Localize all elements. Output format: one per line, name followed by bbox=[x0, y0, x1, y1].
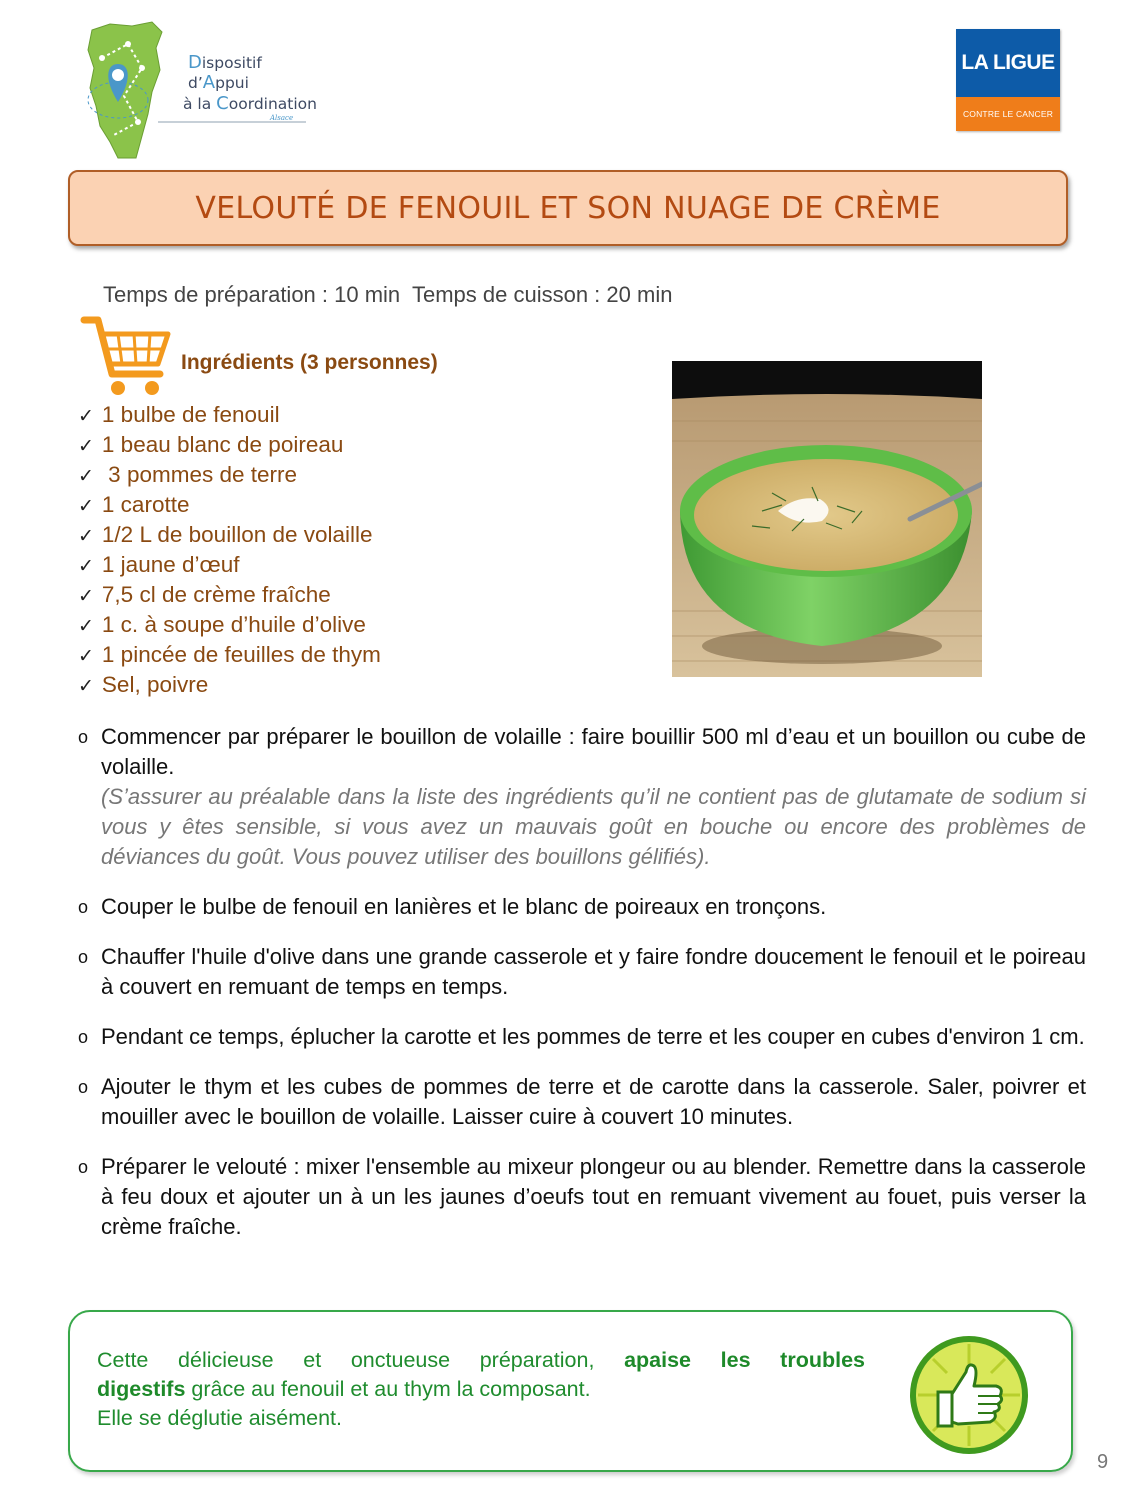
step-text: Couper le bulbe de fenouil en lanières et le blanc de poireaux en tronçons. bbox=[101, 894, 827, 919]
step-bullet: o bbox=[78, 727, 89, 747]
tip-line: Cette délicieuse et onctueuse préparation, apaise les troubles bbox=[97, 1348, 865, 1372]
step-item bbox=[78, 892, 1086, 922]
ingredient-item: ✓ 3 pommes de terre bbox=[78, 462, 298, 487]
check-icon: ✓ bbox=[78, 406, 94, 427]
ingredient-item: ✓ 1 jaune d’œuf bbox=[78, 552, 240, 577]
recipe-title: VELOUTÉ DE FENOUIL ET SON NUAGE DE CRÈME bbox=[195, 190, 941, 226]
dac-logo-region: Alsace bbox=[270, 114, 294, 122]
dac-logo-line1: Dispositif bbox=[188, 52, 262, 73]
ingredient-item: ✓ 1 beau blanc de poireau bbox=[78, 432, 344, 457]
step-bullet: o bbox=[78, 1027, 89, 1047]
step-text: Pendant ce temps, éplucher la carotte et les pommes de terre et les couper en cubes d'environ 1 cm. bbox=[101, 1024, 1085, 1049]
ingredient-item: ✓ 1 carotte bbox=[78, 492, 190, 517]
check-icon: ✓ bbox=[78, 586, 94, 607]
step-item bbox=[78, 942, 1086, 1002]
tip-line: Elle se déglutie aisément. bbox=[97, 1406, 343, 1430]
tip-text bbox=[97, 1346, 865, 1433]
step-bullet: o bbox=[78, 947, 89, 967]
soup-photo bbox=[672, 361, 982, 677]
ingredients-list bbox=[78, 400, 381, 700]
title-banner bbox=[68, 170, 1068, 246]
la-ligue-logo bbox=[956, 29, 1060, 131]
check-icon: ✓ bbox=[78, 646, 94, 667]
ingredient-item: ✓ 1 bulbe de fenouil bbox=[78, 402, 280, 427]
step-item bbox=[78, 1022, 1086, 1052]
ingredient-item: ✓ Sel, poivre bbox=[78, 672, 209, 697]
page-number: 9 bbox=[1097, 1451, 1109, 1473]
check-icon: ✓ bbox=[78, 466, 94, 487]
steps-list bbox=[78, 722, 1086, 1262]
dac-logo-line2: d’Appui bbox=[188, 72, 249, 93]
tip-line: digestifs grâce au fenouil et au thym la composant. bbox=[97, 1377, 591, 1401]
step-bullet: o bbox=[78, 1157, 89, 1177]
step-bullet: o bbox=[78, 1077, 89, 1097]
thumbs-up-icon bbox=[908, 1334, 1030, 1456]
check-icon: ✓ bbox=[78, 436, 94, 457]
check-icon: ✓ bbox=[78, 616, 94, 637]
ingredients-heading: Ingrédients (3 personnes) bbox=[181, 351, 438, 374]
shopping-cart-icon bbox=[80, 312, 172, 400]
step-item bbox=[78, 722, 1086, 872]
step-note: (S’assurer au préalable dans la liste des ingrédients qu’il ne contient pas de glutamate de sodium si vous y êtes sensible, si vous avez un mauvais goût en bouche ou encore des problèmes de déviances du goût. Vous pouvez utiliser des bouillons gélifiés). bbox=[101, 784, 1086, 869]
check-icon: ✓ bbox=[78, 526, 94, 547]
la-ligue-logo-name: LA LIGUE bbox=[961, 51, 1055, 74]
dac-alsace-logo bbox=[82, 18, 322, 163]
ingredient-item: ✓ 7,5 cl de crème fraîche bbox=[78, 582, 331, 607]
ingredient-item: ✓ 1 c. à soupe d’huile d’olive bbox=[78, 612, 366, 637]
step-item bbox=[78, 1072, 1086, 1132]
check-icon: ✓ bbox=[78, 496, 94, 517]
prep-cook-times: Temps de préparation : 10 min Temps de cuisson : 20 min bbox=[103, 282, 673, 307]
tip-box bbox=[68, 1310, 1073, 1472]
step-text: Préparer le velouté : mixer l'ensemble au mixeur plongeur ou au blender. Remettre dans la casserole à feu doux et ajouter un à un les jaunes d’oeufs tout en remuant vivement au fouet, puis verser la crème fraîche. bbox=[101, 1154, 1086, 1239]
step-item bbox=[78, 1152, 1086, 1242]
ingredient-item: ✓ 1 pincée de feuilles de thym bbox=[78, 642, 381, 667]
check-icon: ✓ bbox=[78, 556, 94, 577]
ingredient-item: ✓ 1/2 L de bouillon de volaille bbox=[78, 522, 373, 547]
check-icon: ✓ bbox=[78, 676, 94, 697]
step-bullet: o bbox=[78, 897, 89, 917]
step-text: Ajouter le thym et les cubes de pommes de terre et de carotte dans la casserole. Saler, poivrer et mouiller avec le bouillon de volaille. Laisser cuire à couvert 10 minutes. bbox=[101, 1074, 1086, 1129]
step-text: Commencer par préparer le bouillon de volaille : faire bouillir 500 ml d’eau et un bouillon ou cube de volaille. bbox=[101, 724, 1086, 779]
dac-logo-line3: à la Coordination bbox=[183, 93, 317, 114]
step-text: Chauffer l'huile d'olive dans une grande casserole et y faire fondre doucement le fenouil et le poireau à couvert en remuant de temps en temps. bbox=[101, 944, 1086, 999]
la-ligue-logo-tagline: CONTRE LE CANCER bbox=[956, 97, 1060, 131]
